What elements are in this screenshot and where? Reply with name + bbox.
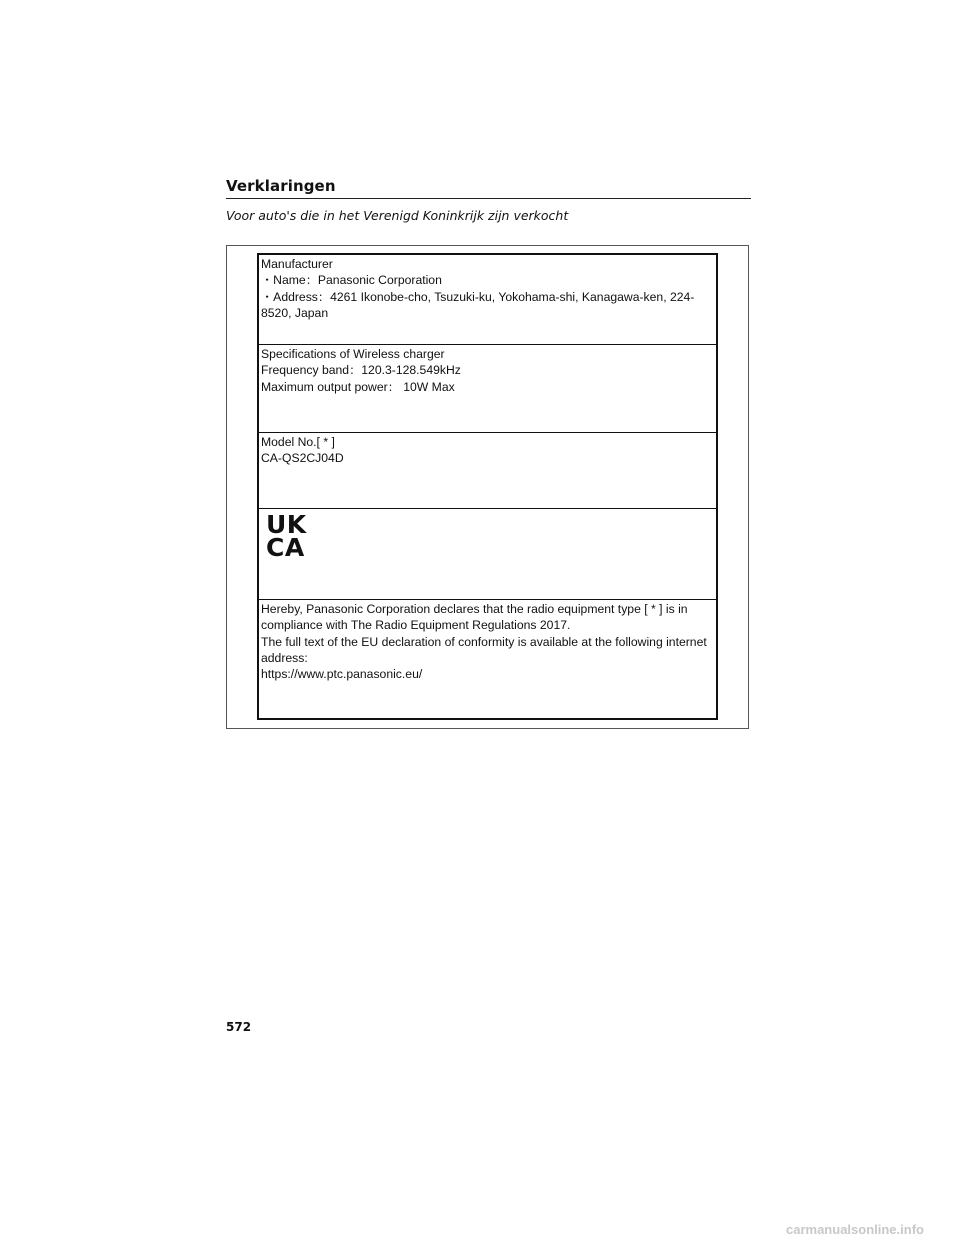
declaration-table [257,253,718,720]
conformity-cell [259,600,716,718]
ukca-mark-icon [266,510,714,562]
ukca-line-ca: CA [266,533,305,562]
watermark: carmanualsonline.info [786,1222,924,1237]
conformity-statement: Hereby, Panasonic Corporation declares that the radio equipment type [ * ] is in compliance with The Radio Equipment Regulations 2017. [261,602,688,633]
section-subtitle: Voor auto's die in het Verenigd Koninkrijk zijn verkocht [226,208,569,223]
title-divider [226,198,751,199]
section-title: Verklaringen [226,177,336,195]
ukca-line-uk: UK [266,510,307,539]
specifications-heading: Specifications of Wireless charger [261,347,445,361]
manufacturer-cell [259,255,716,345]
model-heading: Model No.[ * ] [261,435,335,449]
model-number: CA-QS2CJ04D [261,451,344,466]
manufacturer-name: ・Name：Panasonic Corporation [261,273,442,288]
manufacturer-heading: Manufacturer [261,257,333,271]
frequency-band: Frequency band：120.3-128.549kHz [261,363,461,378]
declaration-url: https://www.ptc.panasonic.eu/ [261,667,423,682]
max-output-power: Maximum output power： 10W Max [261,379,455,394]
ukca-mark-cell [259,509,716,600]
page-number: 572 [226,1020,252,1034]
specifications-cell [259,345,716,433]
model-cell [259,433,716,509]
manufacturer-address: ・Address：4261 Ikonobe-cho, Tsuzuki-ku, Yokohama-shi, Kanagawa-ken, 224-8520, Japan [261,289,695,320]
full-text-note: The full text of the EU declaration of conformity is available at the following internet address: [261,634,707,665]
